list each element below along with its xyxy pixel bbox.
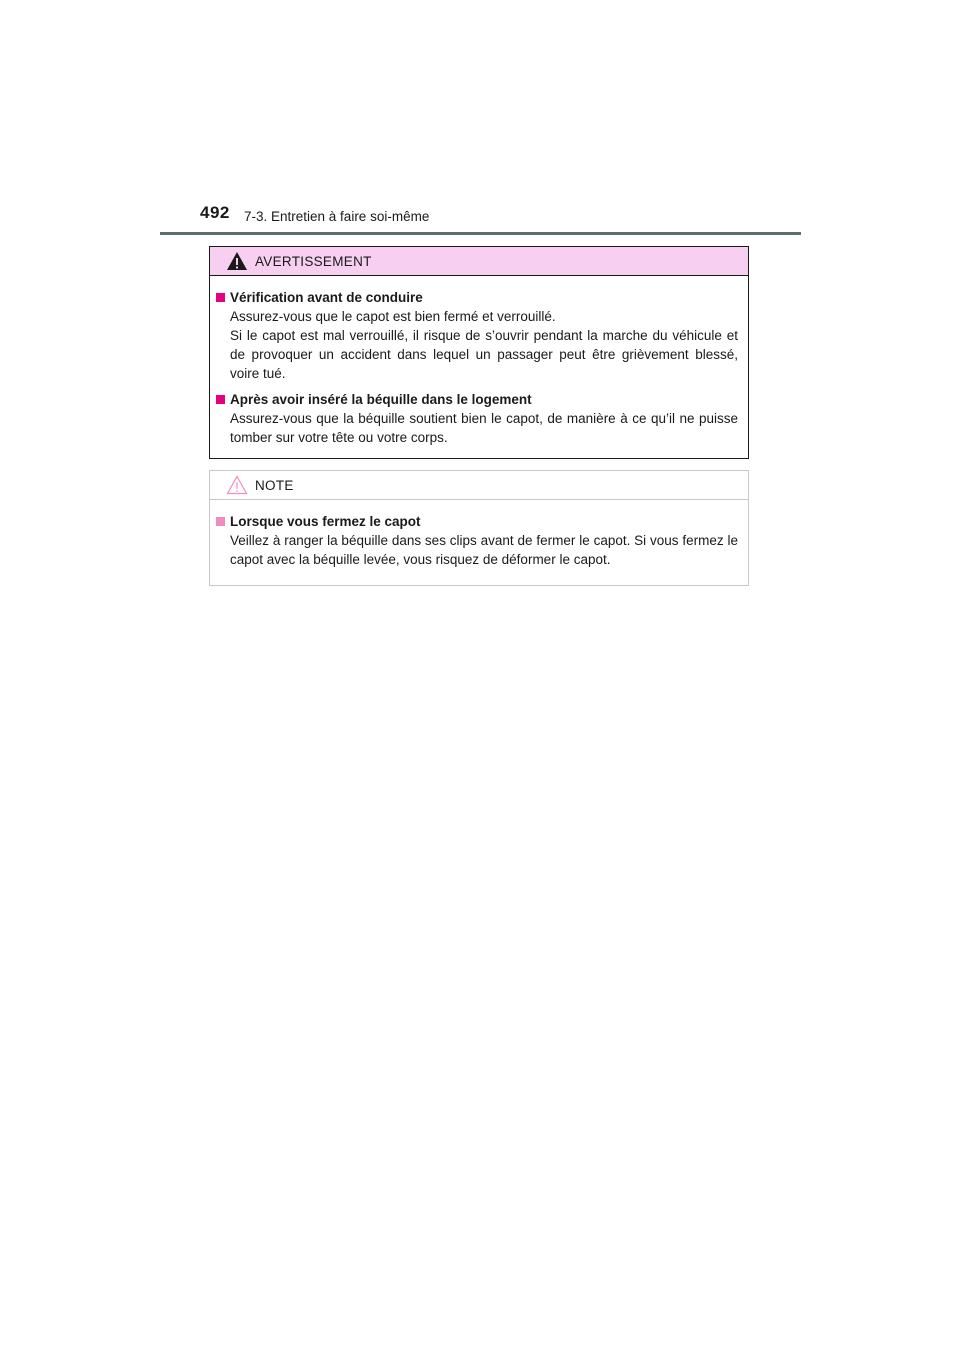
section-title: 7-3. Entretien à faire soi-même — [244, 209, 430, 224]
square-bullet-icon — [216, 293, 225, 302]
square-bullet-icon — [216, 395, 225, 404]
note-header — [210, 471, 748, 500]
item-paragraph: Si le capot est mal verrouillé, il risque de s’ouvrir pendant la marche du véhicule et de provoquer un accident dans lequel un passager peut être grièvement blessé, voire tué. — [230, 328, 738, 381]
item-paragraph: Assurez-vous que la béquille soutient bien le capot, de manière à ce qu’il ne puisse tomber sur votre tête ou votre corps. — [230, 411, 738, 445]
item-heading — [216, 390, 738, 409]
item-heading — [216, 288, 738, 307]
item-heading-text: Vérification avant de conduire — [230, 290, 423, 305]
note-item — [216, 512, 738, 569]
caution-outline-triangle-icon — [226, 475, 248, 495]
warning-box — [209, 246, 749, 459]
item-paragraph: Assurez-vous que le capot est bien fermé et verrouillé. — [230, 309, 556, 324]
note-label: NOTE — [255, 477, 294, 493]
warning-item — [216, 288, 738, 383]
warning-item — [216, 390, 738, 447]
note-body — [210, 500, 748, 569]
warning-triangle-icon — [226, 251, 248, 271]
header-rule — [160, 232, 801, 235]
item-heading-text: Après avoir inséré la béquille dans le logement — [230, 392, 532, 407]
item-heading — [216, 512, 738, 531]
note-box — [209, 470, 749, 586]
square-bullet-icon — [216, 517, 225, 526]
item-paragraph: Veillez à ranger la béquille dans ses clips avant de fermer le capot. Si vous fermez le capot avec la béquille levée, vous risquez de déformer le capot. — [230, 533, 738, 567]
page-number: 492 — [200, 203, 230, 222]
warning-header — [210, 247, 748, 276]
warning-label: AVERTISSEMENT — [255, 253, 372, 269]
item-heading-text: Lorsque vous fermez le capot — [230, 514, 421, 529]
warning-body — [210, 276, 748, 447]
